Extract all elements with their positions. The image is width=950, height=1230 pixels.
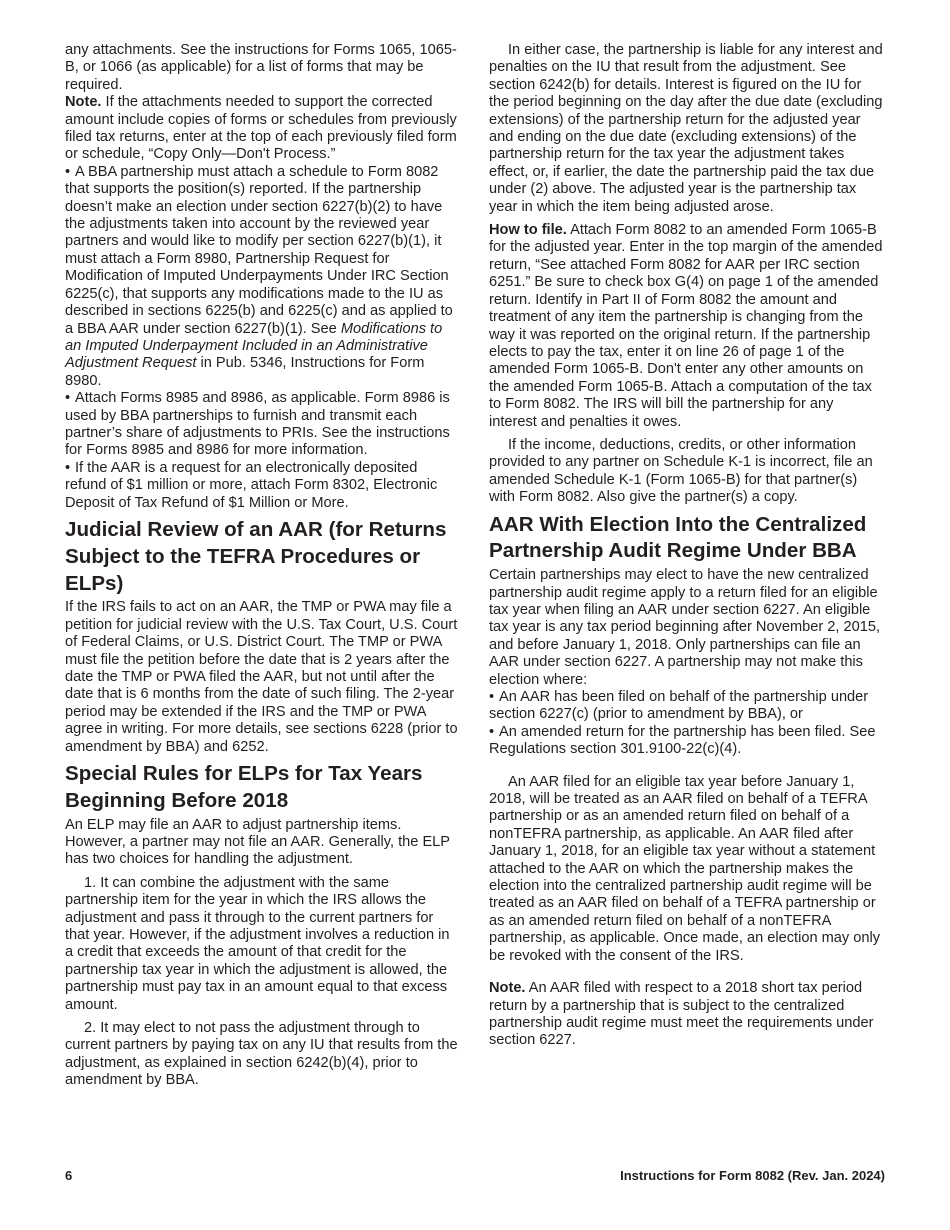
note-text: If the attachments needed to support the corrected amount include copies of forms or schedules from previously filed tax returns, enter at the top of each previously filed form or schedule, “Copy Only—Don't Process.”: [65, 94, 457, 163]
bullet-icon: •: [65, 390, 71, 407]
note-paragraph: [65, 94, 461, 164]
list-item: • Attach Forms 8985 and 8986, as applicable. Form 8986 is used by BBA partnerships to furnish and transmit each partner’s share of adjustments to PRIs. See the instructions for Forms 8985 and 8986 for more information.: [65, 390, 450, 459]
attachments-paragraph: any attachments. See the instructions for Forms 1065, 1065-B, or 1066 (as applicable) for a list of forms that may be required.: [65, 42, 457, 93]
bullet-icon: •: [489, 723, 495, 740]
note-label: Note.: [489, 980, 526, 997]
note-paragraph: Note. An AAR filed with respect to a 2018 short tax period return by a partnership that is subject to the centralized partnership audit regime must meet the requirements under section 6227.: [489, 980, 874, 1049]
special-rules-heading: Special Rules for ELPs for Tax Years Beginning Before 2018: [65, 762, 423, 812]
schedule-k1-paragraph: If the income, deductions, credits, or other information provided to any partner on Schedule K-1 is incorrect, file an amended Schedule K-1 (Form 1065-B) for that partner(s) with Form 8082. Also give the partner(s) a copy.: [489, 436, 873, 506]
special-rules-paragraph: An ELP may file an AAR to adjust partnership items. However, a partner may not file an AAR. Generally, the ELP has two choices for handling the adjustment.: [65, 816, 450, 868]
note-label: Note.: [65, 94, 102, 111]
left-column: [65, 42, 461, 1090]
aar-election-heading: AAR With Election Into the Centralized Partnership Audit Regime Under BBA: [489, 512, 867, 563]
pub-reference: Modifications to an Imputed Underpayment Included in an Administrative Adjustment Request: [65, 320, 443, 372]
bullet-icon: •: [489, 689, 495, 705]
list-item: 2. It may elect to not pass the adjustment through to current partners by paying tax on any IU that results from the adjustment, as explained in section 6242(b)(4), prior to amendment by BBA.: [65, 1020, 458, 1089]
right-column: [489, 42, 885, 1050]
judicial-review-heading: Judicial Review of an AAR (for Returns Subject to the TEFRA Procedures or ELPs): [65, 517, 447, 595]
how-to-file-paragraph: How to file. Attach Form 8082 to an amended Form 1065-B for the adjusted year. Enter in the top margin of the amended return, “See attached Form 8082 for AAR per IRC section 6251.” Be sure to check box G(4) on page 1 of the amended return. Identify in Part II of Form 8082 the amount and treatment of any item the partnership is changing from the way it was reported on the original return. If the partnership elects to pay the tax, enter it on line 26 of page 1 of the amended Form 1065-B. Don't enter any other amounts on the amended Form 1065-B. Attach a computation of the tax to Form 8082. The IRS will bill the partnership for any interest and penalties it owes.: [489, 222, 883, 430]
list-item: 1. It can combine the adjustment with the same partnership item for the year in which the IRS allows the adjustment and pass it through to the current partners for that year. However, if the adjustment involves a reduction in a credit that exceeds the amount of that credit for the partnership tax year in which the adjustment is allowed, the partnership must pay tax in an amount equal to that excess amount.: [65, 874, 450, 1013]
aar-election-paragraph: Certain partnerships may elect to have the new centralized partnership audit regime apply to a return filed for an eligible tax year when filing an AAR under section 6227. An eligible tax year is any tax period beginning after November 2, 2015, and before January 1, 2018. Only partnerships can file an AAR under section 6227. A partnership may not make this election where:: [489, 567, 881, 688]
list-item: • An amended return for the partnership has been filed. See Regulations section 301.9100-22(c)(4).: [489, 723, 876, 758]
bullet-icon: •: [65, 459, 71, 476]
list-item: • An AAR has been filed on behalf of the partnership under section 6227(c) (prior to amendment by BBA), or: [489, 689, 869, 723]
how-to-file-label: How to file.: [489, 222, 567, 239]
liability-paragraph: In either case, the partnership is liable for any interest and penalties on the IU that result from the adjustment. See section 6242(b) for details. Interest is figured on the IU for the period beginning on the day after the due date (excluding extensions) of the partnership return for the adjusted year and ending on the due date (excluding extensions) of the partnership return for the tax year the adjustment takes effect, or, if earlier, the date the partnership paid the tax due under (2) above. The adjusted year is the partnership tax year in which the item being adjusted arose.: [489, 42, 883, 215]
bullet-icon: •: [65, 163, 71, 180]
judicial-review-paragraph: If the IRS fails to act on an AAR, the TMP or PWA may file a petition for judicial review with the U.S. Tax Court, U.S. Court of Federal Claims, or U.S. District Court. The TMP or PWA must file the petition before the date that is 2 years after the date the TMP or PWA filed the AAR, but not until after the date that is 6 months from the date of such filing. The 2-year period may be extended if the IRS and the TMP or PWA agree in writing. For more details, see sections 6228 (prior to amendment by BBA) and 6252.: [65, 599, 458, 755]
form-title: Instructions for Form 8082 (Rev. Jan. 2024): [620, 1168, 885, 1183]
list-item: • A BBA partnership must attach a schedule to Form 8082 that supports the position(s) reported. If the partnership doesn’t make an election under section 6227(b)(2) to have the adjustments taken into account by the reviewed year partners and would like to modify per section 6227(b)(1), it must attach a Form 8980, Partnership Request for Modification of Imputed Underpayments Under IRC Section 6225(c), that supports any modifications made to the IU as described in sections 6225(b) and 6225(c) and as applied to a BBA AAR under section 6227(b)(1). See Modifications to an Imputed Underpayment Included in an Administrative Adjustment Request in Pub. 5346, Instructions for Form 8980.: [65, 163, 453, 389]
page-number: 6: [65, 1168, 73, 1183]
eligible-year-paragraph: An AAR filed for an eligible tax year before January 1, 2018, will be treated as an AAR filed on behalf of a TEFRA partnership or as an amended return filed on behalf of a nonTEFRA partnership, as applicable. An AAR filed after January 1, 2018, for an eligible tax year without a statement attached to the AAR on which the partnership makes the election into the centralized partnership audit regime will be treated as an AAR filed on behalf of a TEFRA partnership or as an amended return filed on behalf of a nonTEFRA partnership, as applicable. Once made, an election may only be revoked with the consent of the IRS.: [489, 773, 881, 964]
list-item: • If the AAR is a request for an electronically deposited refund of $1 million or more, attach Form 8302, Electronic Deposit of Tax Refund of $1 Million or More.: [65, 459, 438, 511]
